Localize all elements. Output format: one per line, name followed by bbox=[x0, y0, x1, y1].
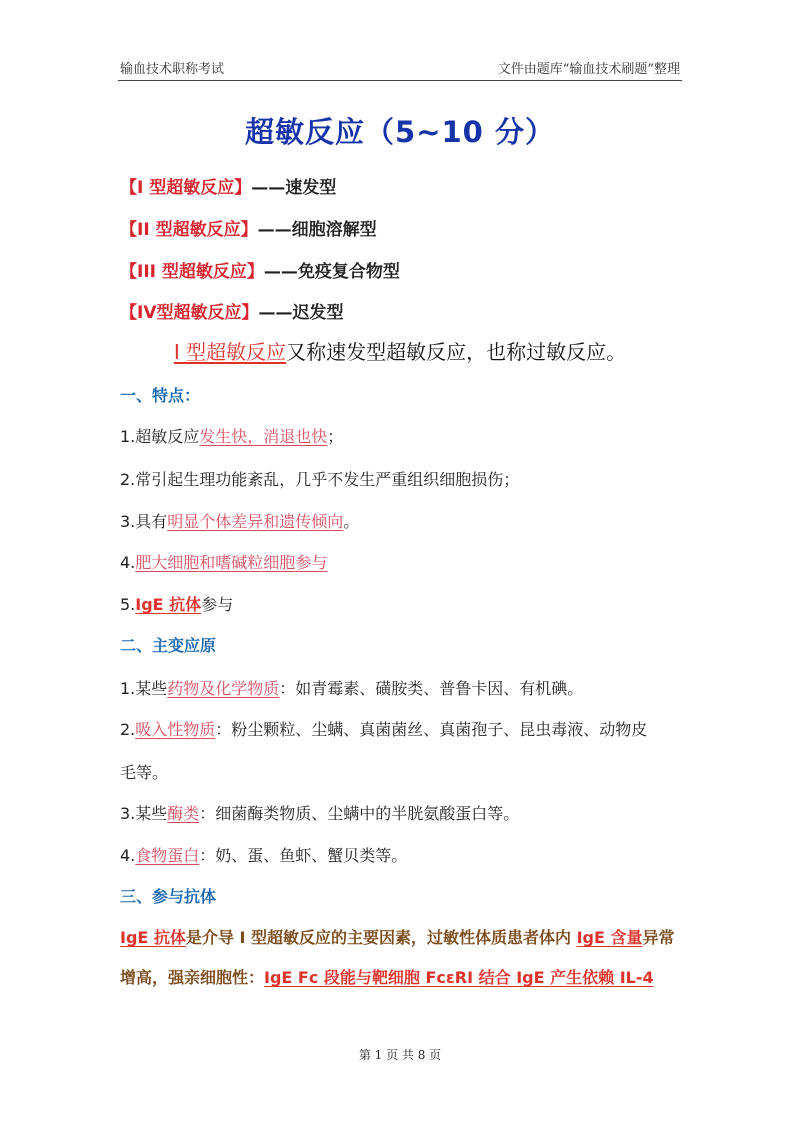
item-text: 1.超敏反应 bbox=[120, 427, 200, 446]
header-right-text: 文件由题库“输血技术刷题”整理 bbox=[497, 62, 680, 77]
type-name: 【IV型超敏反应】 bbox=[120, 303, 259, 323]
item-text: 3.具有 bbox=[120, 512, 168, 531]
item-text: ：细菌酶类物质、尘螨中的半胱氨酸蛋白等。 bbox=[199, 804, 520, 823]
intro-rest: 又称速发型超敏反应，也称过敏反应。 bbox=[286, 340, 627, 364]
section-heading-allergens: 二、主变应原 bbox=[120, 636, 217, 655]
item-text: 1.某些 bbox=[120, 679, 168, 698]
allergen-item-1 bbox=[120, 676, 583, 699]
item-text: 4. bbox=[120, 553, 136, 572]
para-highlight: IgE 含量 bbox=[576, 928, 643, 947]
item-text: 。 bbox=[343, 512, 360, 531]
feature-item-5 bbox=[120, 592, 233, 615]
section-heading-antibody: 三、参与抗体 bbox=[120, 887, 217, 906]
para-highlight: IgE 抗体 bbox=[120, 928, 186, 947]
item-text: ：奶、蛋、鱼虾、蟹贝类等。 bbox=[199, 846, 408, 865]
page-title: 超敏反应（5~10 分） bbox=[245, 115, 555, 149]
page-header bbox=[120, 58, 680, 78]
item-highlight: IgE 抗体 bbox=[135, 595, 202, 614]
para-text: 异常增高，强亲细胞性： bbox=[120, 928, 675, 987]
item-highlight: 明显个体差异和遗传倾向 bbox=[167, 512, 344, 531]
item-highlight: 肥大细胞和嗜碱粒细胞参与 bbox=[135, 553, 328, 572]
item-highlight: 药物及化学物质 bbox=[167, 679, 280, 698]
item-text: ：粉尘颗粒、尘螨、真菌菌丝、真菌孢子、昆虫毒液、动物皮 bbox=[215, 720, 648, 739]
page-footer: 第 1 页 共 8 页 bbox=[358, 1048, 442, 1062]
header-left-text: 输血技术职称考试 bbox=[120, 62, 225, 77]
type-desc: ——迟发型 bbox=[258, 303, 344, 323]
feature-item-4 bbox=[120, 550, 327, 573]
item-text: 4. bbox=[120, 846, 136, 865]
type-line-2 bbox=[120, 215, 377, 240]
item-text: ：如青霉素、磺胺类、普鲁卡因、有机碘。 bbox=[279, 679, 584, 698]
item-text: 参与 bbox=[201, 595, 234, 614]
item-text: ； bbox=[327, 427, 344, 446]
antibody-paragraph bbox=[120, 918, 682, 998]
type-line-3 bbox=[120, 257, 400, 282]
item-highlight: 吸入性物质 bbox=[135, 720, 216, 739]
type-name: 【III 型超敏反应】 bbox=[120, 262, 264, 282]
header-divider bbox=[118, 80, 682, 81]
item-text: 3.某些 bbox=[120, 804, 168, 823]
type-desc: ——免疫复合物型 bbox=[263, 262, 400, 282]
item-highlight: 酶类 bbox=[167, 804, 200, 823]
type-line-1 bbox=[120, 173, 336, 198]
allergen-item-2 bbox=[120, 717, 647, 740]
item-text: 2. bbox=[120, 720, 136, 739]
item-highlight: 发生快，消退也快 bbox=[199, 427, 328, 446]
para-highlight: IgE Fc 段能与靶细胞 FcεRI 结合 IgE 产生依赖 IL-4 bbox=[264, 968, 654, 987]
allergen-item-4 bbox=[120, 843, 407, 866]
type-name: 【II 型超敏反应】 bbox=[120, 220, 258, 240]
item-text: 5. bbox=[120, 595, 136, 614]
type-desc: ——速发型 bbox=[251, 178, 337, 198]
intro-line bbox=[0, 336, 800, 365]
allergen-item-2-cont: 毛等。 bbox=[120, 763, 169, 782]
feature-item-2: 2.常引起生理功能紊乱，几乎不发生严重组织细胞损伤； bbox=[120, 470, 520, 489]
intro-highlight: I 型超敏反应 bbox=[173, 340, 287, 364]
para-text: 是介导 I 型超敏反应的主要因素，过敏性体质患者体内 bbox=[185, 928, 577, 947]
feature-item-1 bbox=[120, 424, 343, 447]
section-heading-features: 一、特点： bbox=[120, 386, 201, 405]
type-name: 【I 型超敏反应】 bbox=[120, 178, 252, 198]
type-desc: ——细胞溶解型 bbox=[257, 220, 377, 240]
allergen-item-3 bbox=[120, 801, 519, 824]
type-line-4 bbox=[120, 298, 343, 323]
feature-item-3 bbox=[120, 509, 359, 532]
item-highlight: 食物蛋白 bbox=[135, 846, 200, 865]
